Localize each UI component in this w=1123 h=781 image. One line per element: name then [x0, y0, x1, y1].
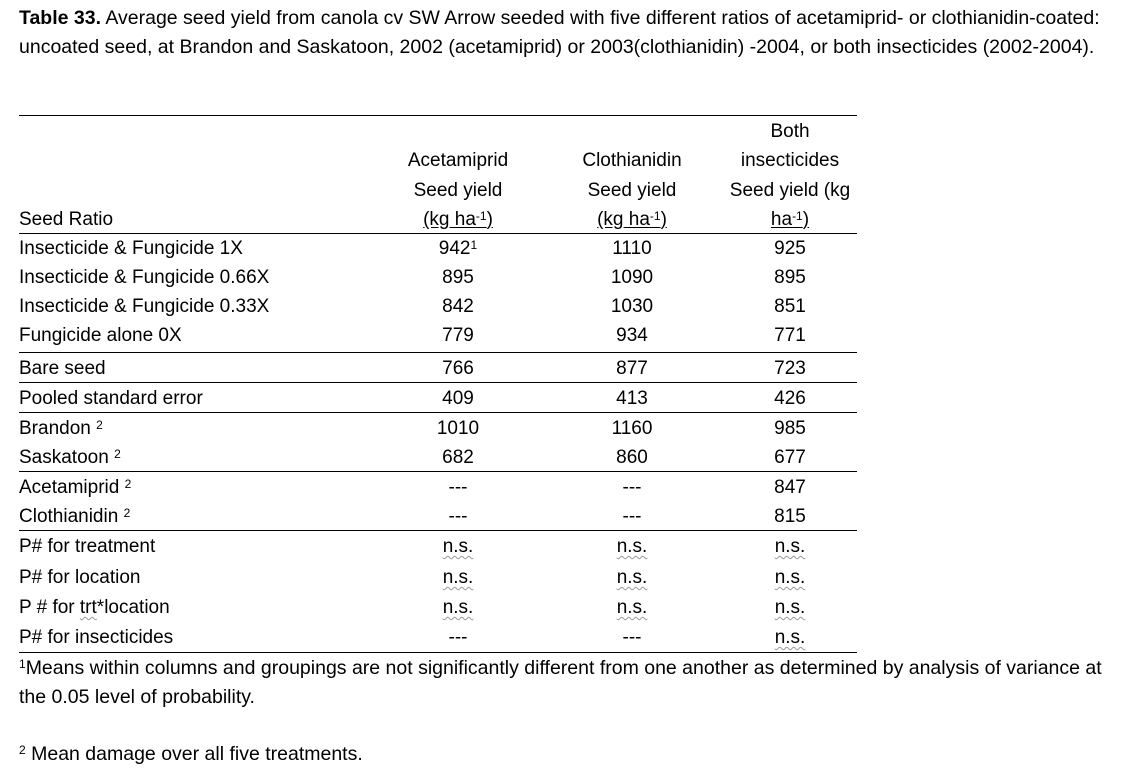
row-value-both: 426 [774, 388, 806, 409]
row-value-acetamiprid: 682 [442, 447, 474, 468]
row-value-clothianidin: n.s. [616, 597, 648, 618]
header-both-unit: $ha^{-1}$) [770, 209, 810, 230]
row-value-acetamiprid: --- [448, 477, 468, 498]
row-value-both: 895 [774, 267, 806, 288]
row-label: Fungicide alone 0X [19, 325, 182, 346]
footnote-2: $^2$ Mean damage over all five treatments. [19, 743, 363, 765]
row-label: Insecticide & Fungicide 1X [19, 238, 243, 259]
row-value-both: 851 [774, 296, 806, 317]
row-value-acetamiprid: 895 [442, 267, 474, 288]
row-value-clothianidin: n.s. [616, 567, 648, 588]
row-value-acetamiprid: 779 [442, 325, 474, 346]
row-value-clothianidin: 413 [616, 388, 648, 409]
row-label: P # for trt*location [19, 597, 170, 618]
row-value-both: 815 [774, 506, 806, 527]
row-value-both: n.s. [774, 536, 806, 557]
row-value-both: n.s. [774, 627, 806, 648]
row-rule [19, 352, 857, 353]
row-label: Acetamiprid $^2$ [19, 477, 132, 498]
row-label: Brandon $^2$ [19, 418, 103, 439]
header-clothianidin-line2: Seed yield [587, 180, 677, 201]
row-value-acetamiprid: n.s. [442, 567, 474, 588]
footnote-1: $^1$Means within columns and groupings are not significantly different from one another as determined by analysis of variance at the 0.05 level of probability. [19, 657, 1102, 708]
row-value-acetamiprid: 842 [442, 296, 474, 317]
table-caption [19, 4, 1109, 62]
header-acetamiprid-unit: (kg $ha^{-1}$) [423, 209, 493, 230]
table-caption-text: Average seed yield from canola cv SW Arrow seeded with five different ratios of acetamiprid- or clothianidin-coated: uncoated seed, at Brandon and Saskatoon, 2002 (acetamiprid) or 2003(clothianidin) -2004, or both insecticides (2002-2004). [19, 7, 1100, 58]
row-value-both: 985 [774, 418, 806, 439]
row-value-both: n.s. [774, 567, 806, 588]
header-clothianidin-line1: Clothianidin [582, 150, 682, 171]
header-acetamiprid-line1: Acetamiprid [407, 150, 509, 171]
row-label: Insecticide & Fungicide 0.66X [19, 267, 270, 288]
row-value-acetamiprid: 766 [442, 358, 474, 379]
row-value-clothianidin: 934 [616, 325, 648, 346]
row-label: P# for treatment [19, 536, 156, 557]
header-clothianidin-unit: (kg $ha^{-1}$) [597, 209, 667, 230]
row-label: Insecticide & Fungicide 0.33X [19, 296, 270, 317]
row-value-clothianidin: --- [622, 627, 642, 648]
row-value-clothianidin: --- [622, 506, 642, 527]
row-rule [19, 382, 857, 383]
row-value-both: 847 [774, 477, 806, 498]
row-value-both: n.s. [774, 597, 806, 618]
row-value-clothianidin: 1030 [610, 296, 654, 317]
table-bottom-rule [19, 652, 857, 653]
row-value-both: 677 [774, 447, 806, 468]
header-both-line1: insecticides [740, 150, 840, 171]
header-seed-ratio: Seed Ratio [19, 209, 114, 230]
row-value-clothianidin: --- [622, 477, 642, 498]
row-rule [19, 471, 857, 472]
row-value-both: 723 [774, 358, 806, 379]
row-value-clothianidin: 1110 [612, 238, 652, 259]
row-value-acetamiprid: n.s. [442, 536, 474, 557]
row-label: Pooled standard error [19, 388, 203, 409]
row-value-acetamiprid: --- [448, 506, 468, 527]
row-value-acetamiprid: --- [448, 627, 468, 648]
row-value-both: 925 [774, 238, 806, 259]
header-both-line0: Both [770, 121, 810, 142]
row-rule [19, 530, 857, 531]
header-both-line2: Seed yield (kg [729, 180, 851, 201]
row-value-clothianidin: 877 [616, 358, 648, 379]
row-value-acetamiprid: $942^1$ [438, 238, 478, 259]
row-label: Bare seed [19, 358, 106, 379]
header-bottom-rule [19, 233, 857, 234]
header-acetamiprid-line2: Seed yield [413, 180, 503, 201]
row-label: P# for insecticides [19, 627, 174, 648]
row-value-clothianidin: 1160 [611, 418, 653, 439]
row-value-acetamiprid: 409 [442, 388, 474, 409]
row-value-clothianidin: n.s. [616, 536, 648, 557]
row-rule [19, 412, 857, 413]
row-value-acetamiprid: n.s. [442, 597, 474, 618]
row-value-acetamiprid: 1010 [436, 418, 480, 439]
row-value-clothianidin: 860 [616, 447, 648, 468]
row-label: Clothianidin $^2$ [19, 506, 131, 527]
row-label: Saskatoon $^2$ [19, 447, 121, 468]
table-top-rule [19, 115, 857, 116]
row-label: P# for location [19, 567, 141, 588]
row-value-both: 771 [774, 325, 806, 346]
table-caption-label: Table 33. [19, 7, 102, 29]
row-value-clothianidin: 1090 [610, 267, 654, 288]
